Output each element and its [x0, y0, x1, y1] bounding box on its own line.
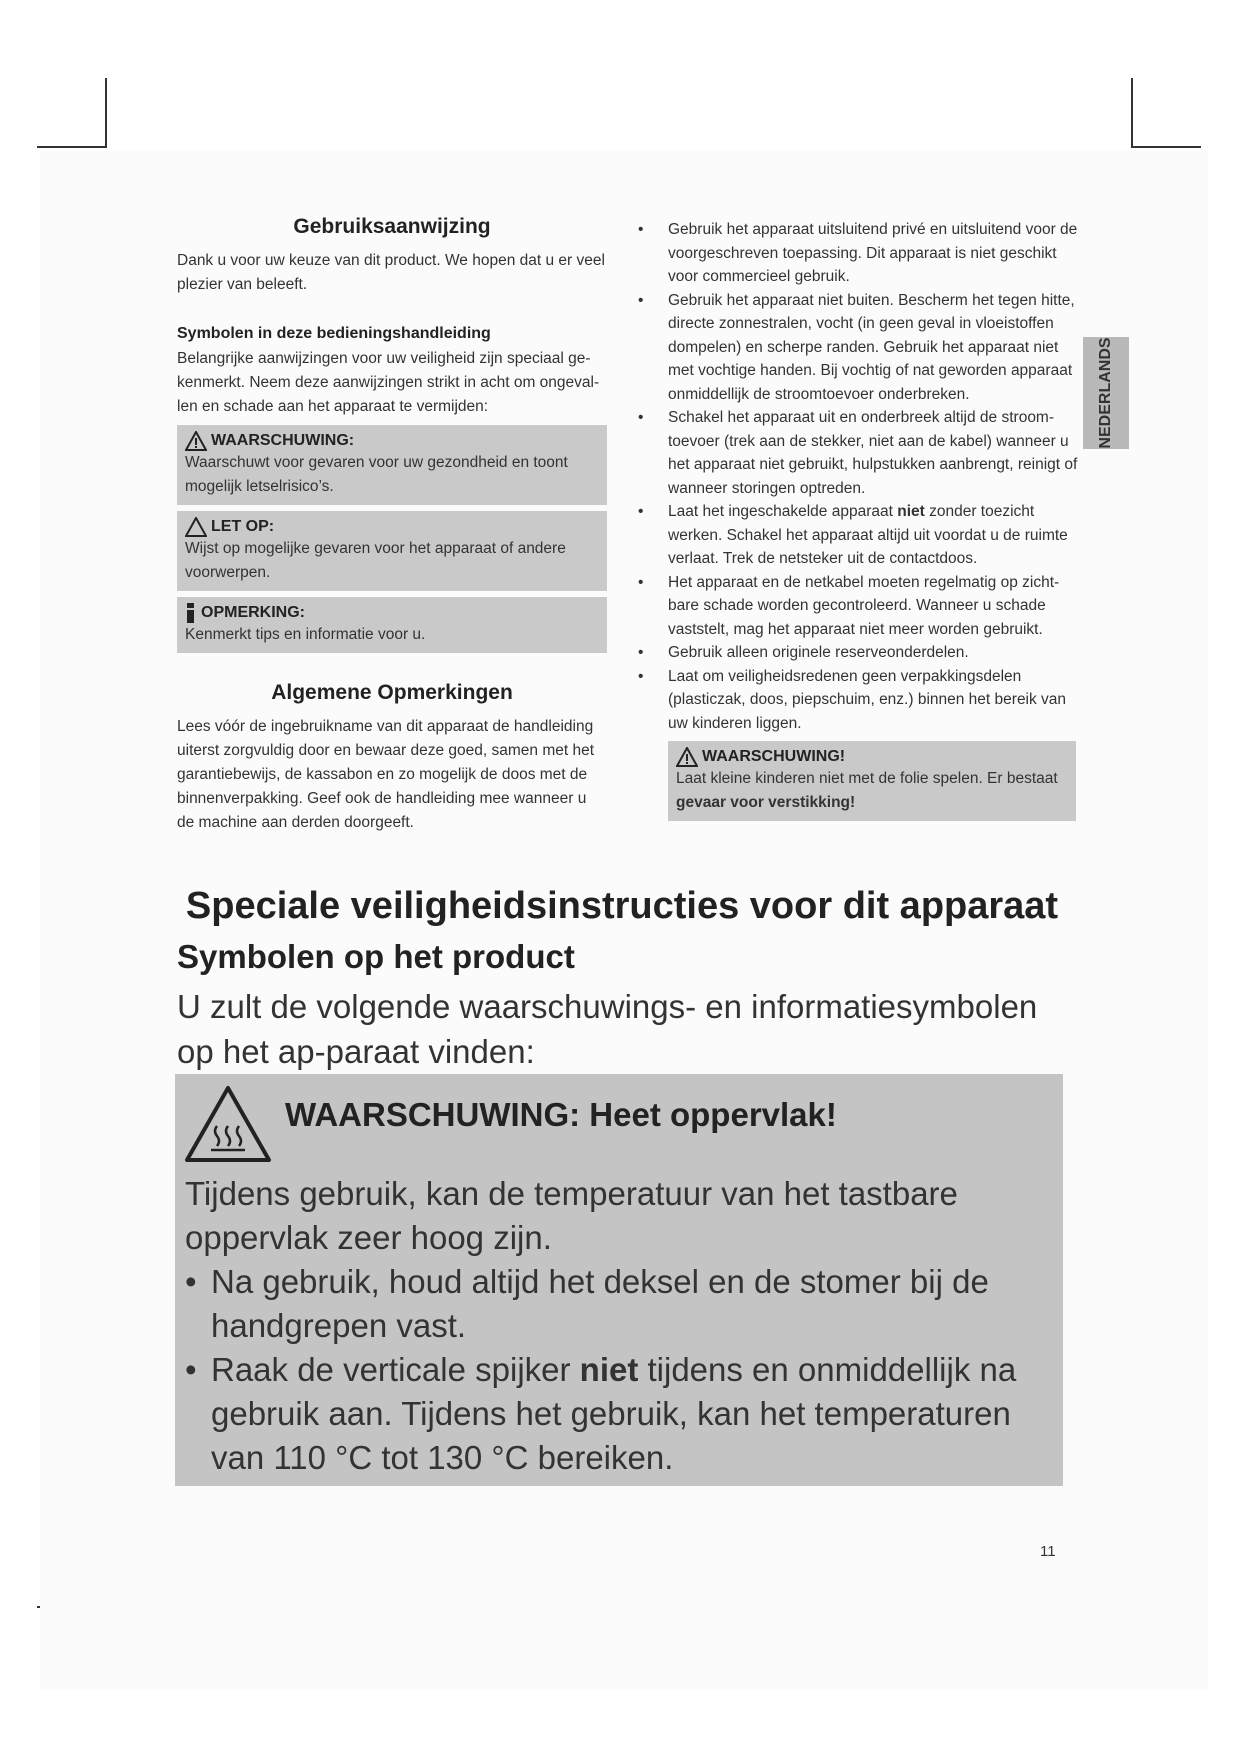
info-icon: [185, 603, 197, 623]
caution-box: [177, 511, 607, 591]
hot-surface-list: [185, 1260, 1055, 1480]
packaging-warning-text: Laat kleine kinderen niet met de folie spelen. Er bestaat: [676, 770, 1058, 787]
caution-box-title: LET OP:: [211, 518, 275, 535]
note-box-title: OPMERKING:: [201, 604, 305, 621]
special-title: Speciale veiligheidsinstructies voor dit apparaat: [185, 885, 1059, 927]
warning-triangle-icon: [676, 747, 698, 767]
list-item: • Na gebruik, houd altijd het deksel en de stomer bij de handgrepen vast.: [185, 1263, 989, 1344]
symbols-heading: Symbolen in deze bedieningshandleiding: [177, 325, 491, 342]
left-column: [177, 215, 607, 835]
list-item: • Gebruik het apparaat uitsluitend privé en uitsluitend voor de voorgeschreven toepassing. Dit apparaat is niet geschikt voor commercieel gebruik.: [638, 221, 1078, 285]
hot-surface-title: WAARSCHUWING: Heet oppervlak!: [285, 1096, 837, 1133]
crop-mark-top-left-h: [37, 146, 107, 148]
list-item: • Schakel het apparaat uit en onderbreek altijd de stroom-toevoer (trek aan de stekker, niet aan de kabel) wanneer u het apparaat niet gebruikt, hulpstukken aanbrengt, reinigt of wanneer storingen optreden.: [638, 409, 1078, 497]
list-item: • Het apparaat en de netkabel moeten regelmatig op zicht-bare schade worden gecontroleerd. Wanneer u schade vaststelt, mag het apparaat niet meer worden gebruikt.: [638, 573, 1060, 638]
hot-surface-text: Tijdens gebruik, kan de temperatuur van het tastbare oppervlak zeer hoog zijn.: [185, 1175, 958, 1256]
caution-box-text: Wijst op mogelijke gevaren voor het apparaat of andere voorwerpen.: [185, 540, 566, 581]
note-box-text: Kenmerkt tips en informatie voor u.: [185, 626, 426, 643]
warning-box-title: WAARSCHUWING:: [211, 432, 355, 449]
list-item: • Raak de verticale spijker niet tijdens en onmiddellijk na gebruik aan. Tijdens het gebruik, kan het temperaturen van 110 °C tot 130 °C bereiken.: [185, 1351, 1017, 1476]
note-box: [177, 597, 607, 653]
warning-box: [177, 425, 607, 505]
packaging-warning-bold: gevaar voor verstikking!: [676, 794, 856, 811]
language-tab: [1083, 337, 1129, 449]
list-item: • Laat om veiligheidsredenen geen verpakkingsdelen (plasticzak, doos, piepschuim, enz.) binnen het bereik van uw kinderen liggen.: [638, 667, 1067, 732]
list-item: • Gebruik alleen originele reserveonderdelen.: [638, 644, 969, 661]
manual-title: Gebruiksaanwijzing: [293, 215, 491, 238]
symbols-text: Belangrijke aanwijzingen voor uw veiligheid zijn speciaal ge-kenmerkt. Neem deze aanwijzingen strikt in acht om ongeval-len en schade aan het apparaat te vermijden:: [177, 350, 600, 415]
list-item: • Gebruik het apparaat niet buiten. Bescherm het tegen hitte, directe zonnestralen, vocht (in geen geval in vloeistoffen dompelen) en scherpe randen. Gebruik het apparaat niet met vochtige handen. Bij vochtig of nat geworden apparaat onmiddellijk de stroomtoevoer onderbreken.: [638, 291, 1075, 403]
general-text: Lees vóór de ingebruikname van dit apparaat de handleiding uiterst zorgvuldig door en bewaar deze goed, samen met het garantiebewijs, de kassabon en zo mogelijk de doos met de binnenverpakking. Geef ook de handleiding mee wanneer u de machine aan derden doorgeeft.: [177, 718, 595, 831]
warning-box-text: Waarschuwt voor gevaren voor uw gezondheid en toont mogelijk letselrisico’s.: [185, 454, 568, 495]
hot-surface-warning-box: [175, 1074, 1063, 1486]
right-column: [638, 218, 1078, 821]
crop-mark-top-right-h: [1131, 146, 1201, 148]
safety-list: [638, 218, 1078, 735]
special-subtitle: Symbolen op het product: [177, 938, 575, 975]
list-item: • Laat het ingeschakelde apparaat niet zonder toezicht werken. Schakel het apparaat altijd uit voordat u de ruimte verlaat. Trek de netsteker uit de contactdoos.: [638, 503, 1068, 567]
crop-mark-top-left-v: [105, 78, 107, 148]
packaging-warning-title: WAARSCHUWING!: [702, 748, 846, 765]
crop-mark-top-right-v: [1131, 78, 1133, 148]
warning-triangle-icon: [185, 431, 207, 451]
packaging-warning-box: [668, 741, 1076, 821]
general-title: Algemene Opmerkingen: [271, 681, 513, 704]
caution-triangle-icon: [185, 517, 207, 537]
page-number: 11: [1040, 1543, 1056, 1560]
hot-surface-icon: [183, 1084, 273, 1164]
intro-text: Dank u voor uw keuze van dit product. We hopen dat u er veel plezier van beleeft.: [177, 252, 605, 293]
language-tab-label: NEDERLANDS: [1097, 337, 1114, 449]
special-intro: U zult de volgende waarschuwings- en informatiesymbolen op het ap-paraat vinden:: [177, 988, 1038, 1070]
